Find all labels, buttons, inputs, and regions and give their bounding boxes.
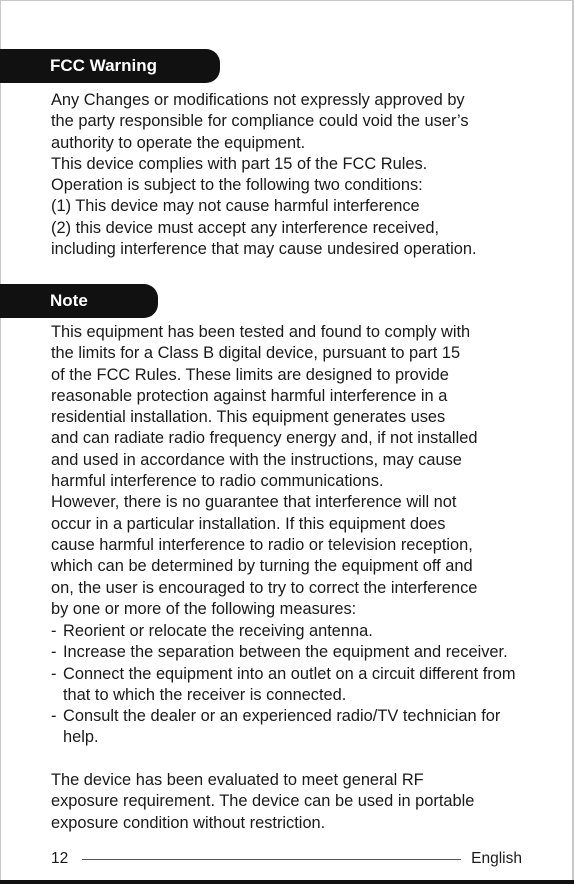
list-item-text: Increase the separation between the equipment and receiver. [63, 643, 508, 662]
list-item [51, 706, 531, 749]
text-line: cause harmful interference to radio or television reception, [51, 535, 473, 554]
bullet-dash: - [51, 664, 57, 683]
text-line: and can radiate radio frequency energy and, if not installed [51, 429, 478, 448]
note-heading: Note [0, 284, 158, 318]
text-line: Operation is subject to the following two conditions: [51, 176, 423, 195]
list-item [51, 664, 531, 707]
text-line: This device complies with part 15 of the FCC Rules. [51, 154, 428, 173]
page-footer [51, 848, 522, 870]
text-line: reasonable protection against harmful interference in a [51, 386, 448, 405]
language-label: English [471, 850, 522, 867]
text-line: the party responsible for compliance could void the user’s [51, 112, 469, 131]
text-line: on, the user is encouraged to try to correct the interference [51, 578, 478, 597]
text-line: occur in a particular installation. If this equipment does [51, 514, 446, 533]
text-line: which can be determined by turning the equipment off and [51, 557, 473, 576]
text-line: including interference that may cause undesired operation. [51, 240, 477, 259]
text-line: harmful interference to radio communications. [51, 472, 384, 491]
text-line: However, there is no guarantee that interference will not [51, 493, 457, 512]
text-line: residential installation. This equipment generates uses [51, 408, 446, 427]
bullet-dash: - [51, 622, 57, 640]
text-line: the limits for a Class B digital device, pursuant to part 15 [51, 344, 461, 363]
list-item [51, 642, 531, 663]
fcc-warning-heading: FCC Warning [0, 49, 220, 83]
text-line: and used in accordance with the instructions, may cause [51, 450, 462, 469]
page-number: 12 [51, 850, 69, 867]
bullet-dash: - [51, 707, 57, 726]
list-item [51, 621, 531, 642]
text-line: (2) this device must accept any interference received, [51, 218, 440, 237]
text-line: authority to operate the equipment. [51, 133, 306, 152]
list-item-text: Connect the equipment into an outlet on a circuit different from that to which the receiver is connected. [63, 664, 516, 704]
list-item-text: Consult the dealer or an experienced radio/TV technician for help. [63, 707, 501, 747]
text-line: This equipment has been tested and found to comply with [51, 323, 471, 341]
fcc-warning-text [51, 90, 531, 260]
text-line: exposure condition without restriction. [51, 813, 326, 832]
text-line: The device has been evaluated to meet general RF [51, 771, 424, 789]
text-line: exposure requirement. The device can be used in portable [51, 792, 475, 811]
measures-list [51, 621, 531, 749]
list-item-text: Reorient or relocate the receiving antenna. [63, 622, 373, 640]
text-line: of the FCC Rules. These limits are designed to provide [51, 365, 449, 384]
note-text [51, 322, 531, 620]
text-line: (1) This device may not cause harmful interference [51, 197, 420, 216]
text-line: Any Changes or modifications not expressly approved by [51, 91, 465, 109]
footer-divider [82, 859, 461, 860]
bullet-dash: - [51, 643, 57, 662]
bottom-edge-bar [0, 880, 574, 884]
rf-exposure-text [51, 770, 531, 834]
text-line: by one or more of the following measures: [51, 599, 357, 618]
